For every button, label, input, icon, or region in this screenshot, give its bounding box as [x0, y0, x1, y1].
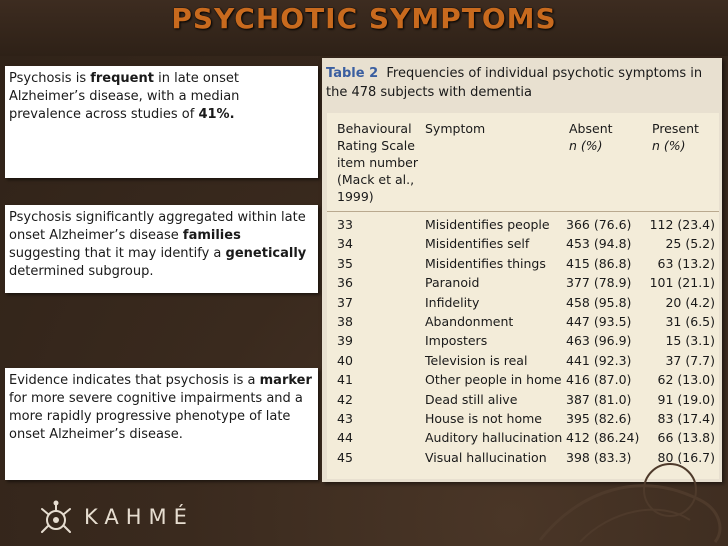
cell-present: 15 (3.1)	[665, 333, 715, 349]
table-row	[327, 409, 719, 428]
cell-symptom: Misidentifies things	[425, 255, 546, 271]
text-box-marker-text: Evidence indicates that psychosis is a marker for more severe cognitive impairments and a more rapidly progressive phenotype of late onset Alzheimer’s disease.	[9, 373, 312, 442]
text-box-prevalence-text: Psychosis is frequent in late onset Alzheimer’s disease, with a median prevalence across studies of 41%.	[9, 71, 240, 122]
cell-item-number: 35	[337, 255, 353, 271]
cell-present: 37 (7.7)	[665, 352, 715, 368]
cell-present: 101 (21.1)	[649, 275, 715, 291]
cell-absent: 416 (87.0)	[566, 372, 632, 388]
slide-title: PSYCHOTIC SYMPTOMS	[171, 2, 557, 35]
cell-item-number: 44	[337, 430, 353, 446]
text-box-prevalence	[5, 66, 318, 178]
cell-symptom: Infidelity	[425, 294, 480, 310]
header-item-number: Behavioural Rating Scale item number (Mack et al., 1999)	[337, 121, 418, 204]
cell-present: 20 (4.2)	[665, 294, 715, 310]
cell-symptom: Paranoid	[425, 275, 480, 291]
text-box-families	[5, 205, 318, 293]
table-row	[327, 351, 719, 370]
cell-item-number: 45	[337, 449, 353, 465]
text-box-marker	[5, 368, 318, 480]
cell-symptom: Television is real	[425, 352, 528, 368]
table-row	[327, 273, 719, 292]
cell-absent: 395 (82.6)	[566, 410, 632, 426]
cell-absent: 398 (83.3)	[566, 449, 632, 465]
table-body	[327, 113, 719, 479]
table-row	[327, 312, 719, 331]
table-row	[327, 254, 719, 273]
table-row	[327, 390, 719, 409]
cell-absent: 366 (76.6)	[566, 217, 632, 232]
cell-item-number: 34	[337, 236, 353, 252]
text-box-families-text: Psychosis significantly aggregated within late onset Alzheimer’s disease families suggesting that it may identify a genetically determined subgroup.	[9, 210, 307, 279]
cell-symptom: Misidentifies people	[425, 217, 550, 232]
header-divider	[327, 211, 719, 212]
cell-item-number: 37	[337, 294, 353, 310]
cell-absent: 387 (81.0)	[566, 391, 632, 407]
cell-symptom: Imposters	[425, 333, 488, 349]
cell-present: 91 (19.0)	[657, 391, 715, 407]
cell-item-number: 40	[337, 352, 353, 368]
header-absent: Absent n (%)	[569, 121, 613, 153]
table-caption	[326, 64, 720, 102]
cell-item-number: 41	[337, 372, 353, 388]
cell-absent: 458 (95.8)	[566, 294, 632, 310]
header-present: Present n (%)	[652, 121, 699, 153]
table-row	[327, 331, 719, 350]
table-panel	[322, 58, 722, 482]
cell-absent: 441 (92.3)	[566, 352, 632, 368]
table-caption-text: Frequencies of individual psychotic symptoms in the 478 subjects with dementia	[326, 66, 703, 100]
cell-absent: 412 (86.24)	[566, 430, 640, 446]
cell-symptom: Abandonment	[425, 313, 514, 329]
cell-item-number: 39	[337, 333, 353, 349]
header-symptom: Symptom	[425, 121, 486, 136]
cell-symptom: Auditory hallucination	[425, 430, 563, 446]
table-row	[327, 293, 719, 312]
cell-present: 80 (16.7)	[657, 449, 715, 465]
table-row	[327, 215, 719, 234]
cell-item-number: 43	[337, 410, 353, 426]
cell-absent: 463 (96.9)	[566, 333, 632, 349]
cell-item-number: 42	[337, 391, 353, 407]
brand-name: KAHMÉ	[84, 505, 194, 529]
cell-absent: 377 (78.9)	[566, 275, 632, 291]
turtle-logo-icon	[36, 499, 76, 539]
cell-present: 63 (13.2)	[657, 255, 715, 271]
table-label: Table 2	[326, 66, 379, 81]
cell-symptom: Dead still alive	[425, 391, 518, 407]
table-row	[327, 234, 719, 253]
cell-symptom: House is not home	[425, 410, 542, 426]
cell-present: 112 (23.4)	[649, 217, 715, 232]
cell-present: 62 (13.0)	[657, 372, 715, 388]
table-header	[327, 113, 719, 213]
cell-absent: 453 (94.8)	[566, 236, 632, 252]
cell-present: 83 (17.4)	[657, 410, 715, 426]
cell-item-number: 36	[337, 275, 353, 291]
cell-absent: 447 (93.5)	[566, 313, 632, 329]
cell-symptom: Other people in home	[425, 372, 562, 388]
cell-present: 25 (5.2)	[665, 236, 715, 252]
cell-symptom: Misidentifies self	[425, 236, 530, 252]
cell-item-number: 38	[337, 313, 353, 329]
decorative-swirl	[520, 430, 728, 546]
cell-symptom: Visual hallucination	[425, 449, 547, 465]
cell-present: 31 (6.5)	[665, 313, 715, 329]
cell-present: 66 (13.8)	[657, 430, 715, 446]
table-row	[327, 370, 719, 389]
cell-absent: 415 (86.8)	[566, 255, 632, 271]
cell-item-number: 33	[337, 217, 353, 232]
